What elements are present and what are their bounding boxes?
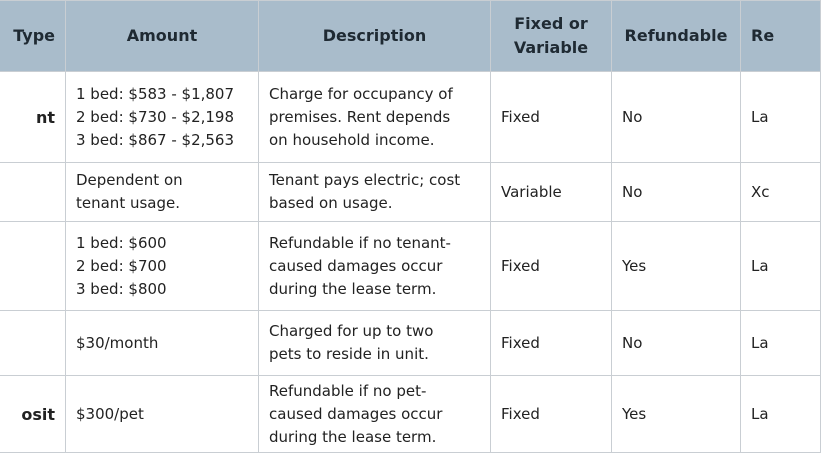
description-line: premises. Rent depends	[269, 107, 451, 126]
cell-description	[259, 72, 491, 163]
header-amount: Amount	[66, 1, 259, 72]
amount-line: tenant usage.	[76, 194, 180, 212]
description-line: based on usage.	[269, 194, 393, 212]
amount-line: Dependent on	[76, 171, 183, 189]
cell-re: La	[741, 222, 821, 311]
description-line: during the lease term.	[269, 279, 437, 298]
header-refundable: Refundable	[612, 1, 741, 72]
table-header-row	[0, 1, 821, 72]
table-row	[0, 376, 821, 453]
header-fixed-or-variable	[491, 1, 612, 72]
description-line: Charged for up to two	[269, 322, 434, 340]
header-fixed-line1: Fixed or	[514, 14, 588, 33]
description-line: Tenant pays electric; cost	[269, 171, 461, 189]
table-row	[0, 222, 821, 311]
description-line: Charge for occupancy of	[269, 84, 453, 103]
amount-line: 2 bed: $700	[76, 256, 167, 275]
header-description: Description	[259, 1, 491, 72]
cell-type: nt	[0, 72, 66, 163]
cell-refundable: No	[612, 72, 741, 163]
header-re: Re	[741, 1, 821, 72]
cell-fixed-or-variable: Fixed	[491, 376, 612, 453]
cell-fixed-or-variable: Fixed	[491, 311, 612, 376]
cell-amount	[66, 222, 259, 311]
cell-description	[259, 376, 491, 453]
table-row	[0, 311, 821, 376]
cell-refundable: Yes	[612, 376, 741, 453]
amount-line: 2 bed: $730 - $2,198	[76, 107, 235, 126]
amount-line: $30/month	[76, 333, 159, 352]
description-line: Refundable if no pet-	[269, 381, 427, 400]
cell-amount	[66, 163, 259, 222]
description-line: during the lease term.	[269, 427, 437, 446]
cell-fixed-or-variable: Variable	[491, 163, 612, 222]
cell-amount	[66, 376, 259, 453]
cell-amount	[66, 72, 259, 163]
cell-re: La	[741, 376, 821, 453]
amount-line: 1 bed: $600	[76, 233, 167, 252]
description-line: caused damages occur	[269, 404, 443, 423]
description-line: on household income.	[269, 130, 435, 149]
cell-description	[259, 311, 491, 376]
cell-description	[259, 222, 491, 311]
cell-type	[0, 311, 66, 376]
amount-line: 3 bed: $800	[76, 279, 167, 298]
description-line: Refundable if no tenant-	[269, 233, 451, 252]
cell-type: osit	[0, 376, 66, 453]
cell-re: Xc	[741, 163, 821, 222]
cell-re: La	[741, 311, 821, 376]
cell-refundable: No	[612, 311, 741, 376]
cell-refundable: Yes	[612, 222, 741, 311]
amount-line: $300/pet	[76, 404, 144, 423]
cell-refundable: No	[612, 163, 741, 222]
table-row	[0, 72, 821, 163]
header-fixed-line2: Variable	[513, 38, 589, 57]
description-line: pets to reside in unit.	[269, 345, 429, 363]
amount-line: 3 bed: $867 - $2,563	[76, 130, 235, 149]
cell-description	[259, 163, 491, 222]
table-row	[0, 163, 821, 222]
cell-fixed-or-variable: Fixed	[491, 222, 612, 311]
cell-re: La	[741, 72, 821, 163]
cell-amount	[66, 311, 259, 376]
amount-line: 1 bed: $583 - $1,807	[76, 84, 235, 103]
header-type: Type	[0, 1, 66, 72]
cell-fixed-or-variable: Fixed	[491, 72, 612, 163]
cell-type	[0, 222, 66, 311]
cell-type	[0, 163, 66, 222]
description-line: caused damages occur	[269, 256, 443, 275]
